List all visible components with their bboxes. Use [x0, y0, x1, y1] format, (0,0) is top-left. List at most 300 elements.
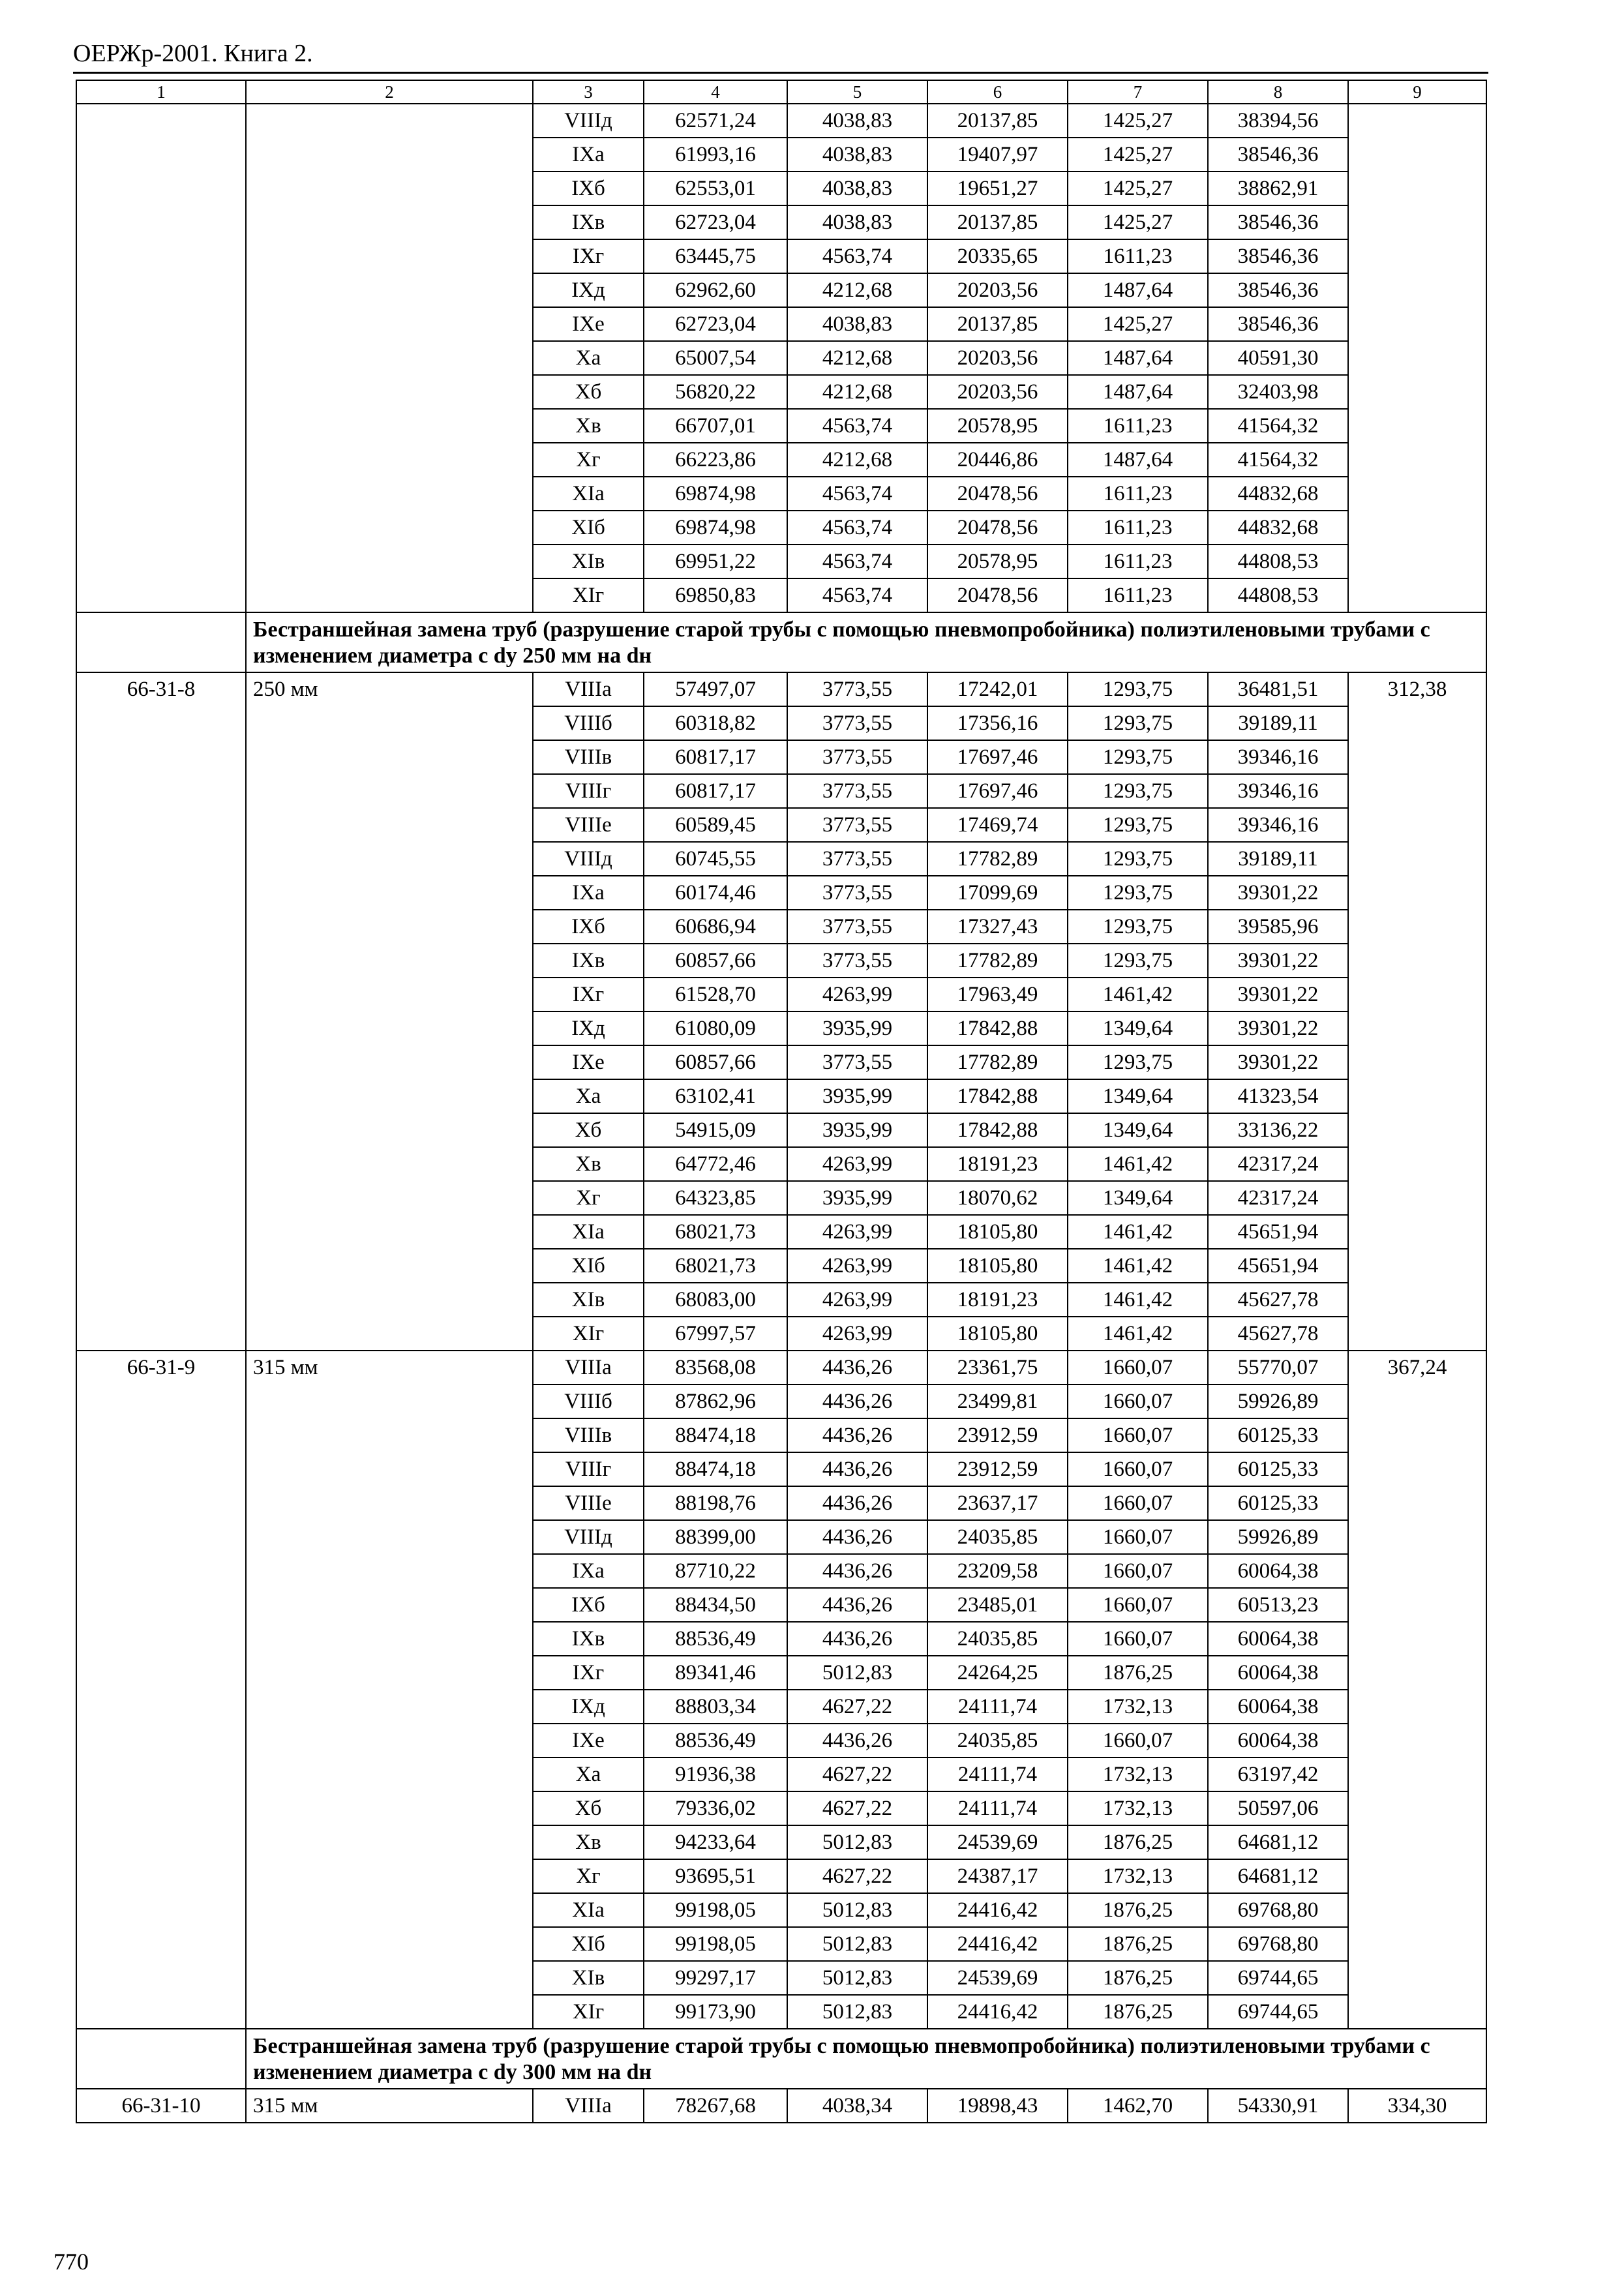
zone-cell: VIIIа: [533, 1351, 644, 1384]
value-cell: 68021,73: [644, 1215, 787, 1249]
value-cell: 17242,01: [927, 672, 1068, 706]
value-cell: 60125,33: [1208, 1418, 1348, 1452]
zone-cell: Xб: [533, 1113, 644, 1147]
zone-cell: Xа: [533, 1758, 644, 1791]
value-cell: 63445,75: [644, 239, 787, 273]
zone-cell: Xг: [533, 1181, 644, 1215]
value-cell: 62962,60: [644, 273, 787, 307]
value-cell: 4436,26: [787, 1520, 927, 1554]
value-cell: 39189,11: [1208, 706, 1348, 740]
value-cell: 61080,09: [644, 1011, 787, 1045]
value-cell: 60125,33: [1208, 1452, 1348, 1486]
item-code-cell: 66-31-9: [76, 1351, 246, 2029]
value-cell: 60857,66: [644, 1045, 787, 1079]
value-cell: 3935,99: [787, 1011, 927, 1045]
value-cell: 38862,91: [1208, 172, 1348, 205]
zone-cell: VIIIд: [533, 1520, 644, 1554]
value-cell: 24111,74: [927, 1791, 1068, 1825]
value-cell: 1660,07: [1068, 1724, 1208, 1758]
rates-table: [76, 80, 1487, 2123]
zone-cell: Xб: [533, 375, 644, 409]
value-cell: 17782,89: [927, 944, 1068, 978]
zone-cell: VIIIг: [533, 774, 644, 808]
item-code-cell: [76, 104, 246, 612]
table-row: [76, 104, 1486, 138]
zone-cell: XIв: [533, 1961, 644, 1995]
zone-cell: IXе: [533, 307, 644, 341]
section-header-row: [76, 612, 1486, 672]
value-cell: 3773,55: [787, 876, 927, 910]
value-cell: 1611,23: [1068, 477, 1208, 511]
value-cell: 1461,42: [1068, 1249, 1208, 1283]
zone-cell: VIIIе: [533, 1486, 644, 1520]
value-cell: 59926,89: [1208, 1520, 1348, 1554]
zone-cell: VIIIг: [533, 1452, 644, 1486]
value-cell: 4563,74: [787, 409, 927, 443]
value-cell: 54915,09: [644, 1113, 787, 1147]
zone-cell: XIг: [533, 1317, 644, 1351]
zone-cell: VIIIд: [533, 842, 644, 876]
value-cell: 39301,22: [1208, 1011, 1348, 1045]
value-cell: 88399,00: [644, 1520, 787, 1554]
value-cell: 1660,07: [1068, 1452, 1208, 1486]
value-cell: 1349,64: [1068, 1079, 1208, 1113]
value-cell: 60817,17: [644, 740, 787, 774]
zone-cell: XIб: [533, 1927, 644, 1961]
value-cell: 1660,07: [1068, 1418, 1208, 1452]
value-cell: 93695,51: [644, 1859, 787, 1893]
value-cell: 23912,59: [927, 1452, 1068, 1486]
value-cell: 4563,74: [787, 477, 927, 511]
value-cell: 4436,26: [787, 1384, 927, 1418]
value-cell: 62723,04: [644, 307, 787, 341]
zone-cell: XIб: [533, 1249, 644, 1283]
value-cell: 39301,22: [1208, 978, 1348, 1011]
column-number-cell: 3: [533, 80, 644, 104]
value-cell: 39346,16: [1208, 774, 1348, 808]
item-name-cell: 315 мм: [246, 1351, 533, 2029]
value-cell: 60817,17: [644, 774, 787, 808]
value-cell: 1660,07: [1068, 1520, 1208, 1554]
value-cell: 24035,85: [927, 1724, 1068, 1758]
document-header: ОЕРЖр-2001. Книга 2.: [73, 40, 313, 67]
column-number-cell: 6: [927, 80, 1068, 104]
value-cell: 3773,55: [787, 808, 927, 842]
value-cell: 41323,54: [1208, 1079, 1348, 1113]
value-cell: 4038,83: [787, 307, 927, 341]
value-cell: 20203,56: [927, 375, 1068, 409]
value-cell: 87862,96: [644, 1384, 787, 1418]
value-cell: 69744,65: [1208, 1961, 1348, 1995]
value-cell: 1425,27: [1068, 104, 1208, 138]
value-cell: 23912,59: [927, 1418, 1068, 1452]
zone-cell: Xа: [533, 341, 644, 375]
value-cell: 20478,56: [927, 477, 1068, 511]
value-cell: 99198,05: [644, 1893, 787, 1927]
value-cell: 1876,25: [1068, 1961, 1208, 1995]
value-cell: 4263,99: [787, 1249, 927, 1283]
zone-cell: IXд: [533, 273, 644, 307]
value-cell: 45627,78: [1208, 1317, 1348, 1351]
value-cell: 39301,22: [1208, 876, 1348, 910]
section-title: Бестраншейная замена труб (разрушение старой трубы с помощью пневмопробойника) полиэтиленовыми трубами с изменением диаметра с dу 250 мм на dн: [246, 612, 1486, 672]
value-cell: 1293,75: [1068, 740, 1208, 774]
zone-cell: VIIIа: [533, 2089, 644, 2123]
value-cell: 4212,68: [787, 341, 927, 375]
value-cell: 23499,81: [927, 1384, 1068, 1418]
zone-cell: Xв: [533, 1147, 644, 1181]
item-name-cell: 250 мм: [246, 672, 533, 1351]
value-cell: 66707,01: [644, 409, 787, 443]
value-cell: 1487,64: [1068, 375, 1208, 409]
section-header-row: [76, 2029, 1486, 2089]
value-cell: 99173,90: [644, 1995, 787, 2029]
value-cell: 61993,16: [644, 138, 787, 172]
value-cell: 1660,07: [1068, 1622, 1208, 1656]
column-number-cell: 7: [1068, 80, 1208, 104]
value-cell: 60064,38: [1208, 1554, 1348, 1588]
value-cell: 1732,13: [1068, 1758, 1208, 1791]
zone-cell: VIIIе: [533, 808, 644, 842]
value-cell: 1611,23: [1068, 578, 1208, 612]
value-cell: 60125,33: [1208, 1486, 1348, 1520]
value-cell: 64772,46: [644, 1147, 787, 1181]
value-cell: 1660,07: [1068, 1588, 1208, 1622]
column-number-cell: 5: [787, 80, 927, 104]
value-cell: 68021,73: [644, 1249, 787, 1283]
value-cell: 38546,36: [1208, 138, 1348, 172]
value-cell: 69850,83: [644, 578, 787, 612]
value-cell: 20203,56: [927, 273, 1068, 307]
value-cell: 91936,38: [644, 1758, 787, 1791]
table-row: [76, 1351, 1486, 1384]
value-cell: 4436,26: [787, 1418, 927, 1452]
value-cell: 60064,38: [1208, 1656, 1348, 1690]
value-cell: 4263,99: [787, 1283, 927, 1317]
value-cell: 60174,46: [644, 876, 787, 910]
value-cell: 1732,13: [1068, 1791, 1208, 1825]
value-cell: 1349,64: [1068, 1113, 1208, 1147]
value-cell: 1349,64: [1068, 1181, 1208, 1215]
value-cell: 62571,24: [644, 104, 787, 138]
zone-cell: IXб: [533, 910, 644, 944]
value-cell: 60064,38: [1208, 1690, 1348, 1724]
value-cell: 4627,22: [787, 1690, 927, 1724]
value-cell: 1425,27: [1068, 138, 1208, 172]
zone-cell: Xа: [533, 1079, 644, 1113]
value-cell: 69768,80: [1208, 1927, 1348, 1961]
value-cell: 88434,50: [644, 1588, 787, 1622]
value-cell: 18070,62: [927, 1181, 1068, 1215]
zone-cell: XIб: [533, 511, 644, 545]
value-cell: 17782,89: [927, 842, 1068, 876]
value-cell: 60857,66: [644, 944, 787, 978]
value-cell: 41564,32: [1208, 409, 1348, 443]
value-cell: 60745,55: [644, 842, 787, 876]
value-cell: 18105,80: [927, 1249, 1068, 1283]
value-cell: 4563,74: [787, 239, 927, 273]
value-cell: 88536,49: [644, 1622, 787, 1656]
value-cell: 24539,69: [927, 1961, 1068, 1995]
value-cell: 44808,53: [1208, 578, 1348, 612]
value-cell: 54330,91: [1208, 2089, 1348, 2123]
zone-cell: IXв: [533, 205, 644, 239]
value-cell: 39301,22: [1208, 1045, 1348, 1079]
value-cell: 1293,75: [1068, 910, 1208, 944]
value-cell: 3935,99: [787, 1181, 927, 1215]
zone-cell: IXа: [533, 1554, 644, 1588]
value-cell: 69874,98: [644, 511, 787, 545]
value-cell: 1487,64: [1068, 341, 1208, 375]
value-cell: 88198,76: [644, 1486, 787, 1520]
value-cell: 45651,94: [1208, 1249, 1348, 1283]
value-cell: 1876,25: [1068, 1825, 1208, 1859]
value-cell: 1293,75: [1068, 876, 1208, 910]
zone-cell: VIIIв: [533, 740, 644, 774]
column-number-cell: 1: [76, 80, 246, 104]
value-cell: 1611,23: [1068, 545, 1208, 578]
value-cell: 1487,64: [1068, 273, 1208, 307]
value-cell: 3773,55: [787, 740, 927, 774]
item-cost-cell: 334,30: [1348, 2089, 1486, 2123]
value-cell: 1876,25: [1068, 1995, 1208, 2029]
value-cell: 4212,68: [787, 443, 927, 477]
value-cell: 1461,42: [1068, 1283, 1208, 1317]
value-cell: 1293,75: [1068, 672, 1208, 706]
value-cell: 17697,46: [927, 774, 1068, 808]
value-cell: 5012,83: [787, 1995, 927, 2029]
value-cell: 44808,53: [1208, 545, 1348, 578]
value-cell: 39585,96: [1208, 910, 1348, 944]
value-cell: 3935,99: [787, 1113, 927, 1147]
zone-cell: XIг: [533, 578, 644, 612]
value-cell: 83568,08: [644, 1351, 787, 1384]
value-cell: 69768,80: [1208, 1893, 1348, 1927]
value-cell: 4436,26: [787, 1452, 927, 1486]
value-cell: 63197,42: [1208, 1758, 1348, 1791]
value-cell: 4038,83: [787, 138, 927, 172]
value-cell: 1461,42: [1068, 1215, 1208, 1249]
value-cell: 18191,23: [927, 1147, 1068, 1181]
zone-cell: IXг: [533, 239, 644, 273]
value-cell: 5012,83: [787, 1927, 927, 1961]
value-cell: 4263,99: [787, 978, 927, 1011]
value-cell: 24416,42: [927, 1995, 1068, 2029]
value-cell: 88474,18: [644, 1452, 787, 1486]
value-cell: 20137,85: [927, 104, 1068, 138]
value-cell: 60686,94: [644, 910, 787, 944]
value-cell: 1349,64: [1068, 1011, 1208, 1045]
value-cell: 88536,49: [644, 1724, 787, 1758]
value-cell: 1293,75: [1068, 706, 1208, 740]
value-cell: 38546,36: [1208, 307, 1348, 341]
value-cell: 23209,58: [927, 1554, 1068, 1588]
value-cell: 44832,68: [1208, 477, 1348, 511]
value-cell: 1425,27: [1068, 307, 1208, 341]
value-cell: 88803,34: [644, 1690, 787, 1724]
value-cell: 1732,13: [1068, 1859, 1208, 1893]
zone-cell: XIв: [533, 545, 644, 578]
zone-cell: IXд: [533, 1011, 644, 1045]
value-cell: 24035,85: [927, 1520, 1068, 1554]
page-number: 770: [53, 2249, 89, 2275]
zone-cell: XIа: [533, 1215, 644, 1249]
value-cell: 4627,22: [787, 1791, 927, 1825]
value-cell: 17356,16: [927, 706, 1068, 740]
item-name-cell: 315 мм: [246, 2089, 533, 2123]
value-cell: 39346,16: [1208, 808, 1348, 842]
value-cell: 42317,24: [1208, 1181, 1348, 1215]
value-cell: 19898,43: [927, 2089, 1068, 2123]
table-row: [76, 2089, 1486, 2123]
value-cell: 4563,74: [787, 545, 927, 578]
value-cell: 36481,51: [1208, 672, 1348, 706]
item-cost-cell: 367,24: [1348, 1351, 1486, 2029]
value-cell: 1660,07: [1068, 1486, 1208, 1520]
zone-cell: XIг: [533, 1995, 644, 2029]
value-cell: 4627,22: [787, 1859, 927, 1893]
value-cell: 69951,22: [644, 545, 787, 578]
zone-cell: IXг: [533, 1656, 644, 1690]
value-cell: 99297,17: [644, 1961, 787, 1995]
value-cell: 1487,64: [1068, 443, 1208, 477]
zone-cell: Xг: [533, 443, 644, 477]
value-cell: 5012,83: [787, 1961, 927, 1995]
zone-cell: VIIIб: [533, 706, 644, 740]
value-cell: 4038,83: [787, 172, 927, 205]
value-cell: 24416,42: [927, 1893, 1068, 1927]
value-cell: 1876,25: [1068, 1927, 1208, 1961]
value-cell: 1461,42: [1068, 1317, 1208, 1351]
zone-cell: Xг: [533, 1859, 644, 1893]
value-cell: 4263,99: [787, 1215, 927, 1249]
value-cell: 23361,75: [927, 1351, 1068, 1384]
value-cell: 64323,85: [644, 1181, 787, 1215]
table-row: [76, 672, 1486, 706]
value-cell: 4038,83: [787, 104, 927, 138]
value-cell: 50597,06: [1208, 1791, 1348, 1825]
value-cell: 1461,42: [1068, 1147, 1208, 1181]
value-cell: 20137,85: [927, 307, 1068, 341]
value-cell: 63102,41: [644, 1079, 787, 1113]
value-cell: 61528,70: [644, 978, 787, 1011]
value-cell: 5012,83: [787, 1825, 927, 1859]
value-cell: 4436,26: [787, 1622, 927, 1656]
value-cell: 3773,55: [787, 672, 927, 706]
value-cell: 20478,56: [927, 511, 1068, 545]
value-cell: 1611,23: [1068, 511, 1208, 545]
value-cell: 4436,26: [787, 1486, 927, 1520]
value-cell: 24416,42: [927, 1927, 1068, 1961]
value-cell: 23485,01: [927, 1588, 1068, 1622]
value-cell: 1293,75: [1068, 842, 1208, 876]
value-cell: 60064,38: [1208, 1724, 1348, 1758]
value-cell: 88474,18: [644, 1418, 787, 1452]
value-cell: 1660,07: [1068, 1554, 1208, 1588]
value-cell: 38546,36: [1208, 205, 1348, 239]
value-cell: 4038,34: [787, 2089, 927, 2123]
zone-cell: IXе: [533, 1045, 644, 1079]
value-cell: 78267,68: [644, 2089, 787, 2123]
value-cell: 3935,99: [787, 1079, 927, 1113]
value-cell: 44832,68: [1208, 511, 1348, 545]
value-cell: 20478,56: [927, 578, 1068, 612]
item-code-cell: 66-31-10: [76, 2089, 246, 2123]
value-cell: 45651,94: [1208, 1215, 1348, 1249]
header-rule: [73, 72, 1488, 74]
value-cell: 20446,86: [927, 443, 1068, 477]
zone-cell: IXб: [533, 172, 644, 205]
value-cell: 56820,22: [644, 375, 787, 409]
item-name-cell: [246, 104, 533, 612]
column-number-cell: 9: [1348, 80, 1486, 104]
section-title: Бестраншейная замена труб (разрушение старой трубы с помощью пневмопробойника) полиэтиленовыми трубами с изменением диаметра с dу 300 мм на dн: [246, 2029, 1486, 2089]
value-cell: 87710,22: [644, 1554, 787, 1588]
value-cell: 4436,26: [787, 1588, 927, 1622]
value-cell: 4263,99: [787, 1147, 927, 1181]
value-cell: 39189,11: [1208, 842, 1348, 876]
value-cell: 20578,95: [927, 545, 1068, 578]
value-cell: 17963,49: [927, 978, 1068, 1011]
value-cell: 3773,55: [787, 842, 927, 876]
zone-cell: IXг: [533, 978, 644, 1011]
value-cell: 4212,68: [787, 375, 927, 409]
value-cell: 1425,27: [1068, 205, 1208, 239]
zone-cell: Xв: [533, 409, 644, 443]
zone-cell: IXб: [533, 1588, 644, 1622]
value-cell: 65007,54: [644, 341, 787, 375]
section-empty-cell: [76, 2029, 246, 2089]
zone-cell: IXа: [533, 876, 644, 910]
value-cell: 4436,26: [787, 1351, 927, 1384]
value-cell: 4563,74: [787, 578, 927, 612]
value-cell: 20335,65: [927, 239, 1068, 273]
column-number-row: [76, 80, 1486, 104]
value-cell: 1293,75: [1068, 808, 1208, 842]
value-cell: 24387,17: [927, 1859, 1068, 1893]
value-cell: 42317,24: [1208, 1147, 1348, 1181]
zone-cell: VIIIб: [533, 1384, 644, 1418]
value-cell: 24111,74: [927, 1758, 1068, 1791]
value-cell: 4627,22: [787, 1758, 927, 1791]
item-cost-cell: 312,38: [1348, 672, 1486, 1351]
value-cell: 66223,86: [644, 443, 787, 477]
item-code-cell: 66-31-8: [76, 672, 246, 1351]
value-cell: 1876,25: [1068, 1656, 1208, 1690]
value-cell: 17327,43: [927, 910, 1068, 944]
zone-cell: IXв: [533, 944, 644, 978]
value-cell: 20578,95: [927, 409, 1068, 443]
zone-cell: VIIIд: [533, 104, 644, 138]
value-cell: 23637,17: [927, 1486, 1068, 1520]
column-number-cell: 8: [1208, 80, 1348, 104]
value-cell: 17842,88: [927, 1113, 1068, 1147]
value-cell: 1660,07: [1068, 1384, 1208, 1418]
value-cell: 3773,55: [787, 774, 927, 808]
value-cell: 57497,07: [644, 672, 787, 706]
value-cell: 38546,36: [1208, 239, 1348, 273]
value-cell: 1293,75: [1068, 944, 1208, 978]
value-cell: 17099,69: [927, 876, 1068, 910]
value-cell: 89341,46: [644, 1656, 787, 1690]
value-cell: 5012,83: [787, 1656, 927, 1690]
value-cell: 17842,88: [927, 1011, 1068, 1045]
value-cell: 1293,75: [1068, 774, 1208, 808]
value-cell: 1293,75: [1068, 1045, 1208, 1079]
column-number-cell: 2: [246, 80, 533, 104]
value-cell: 99198,05: [644, 1927, 787, 1961]
value-cell: 5012,83: [787, 1893, 927, 1927]
